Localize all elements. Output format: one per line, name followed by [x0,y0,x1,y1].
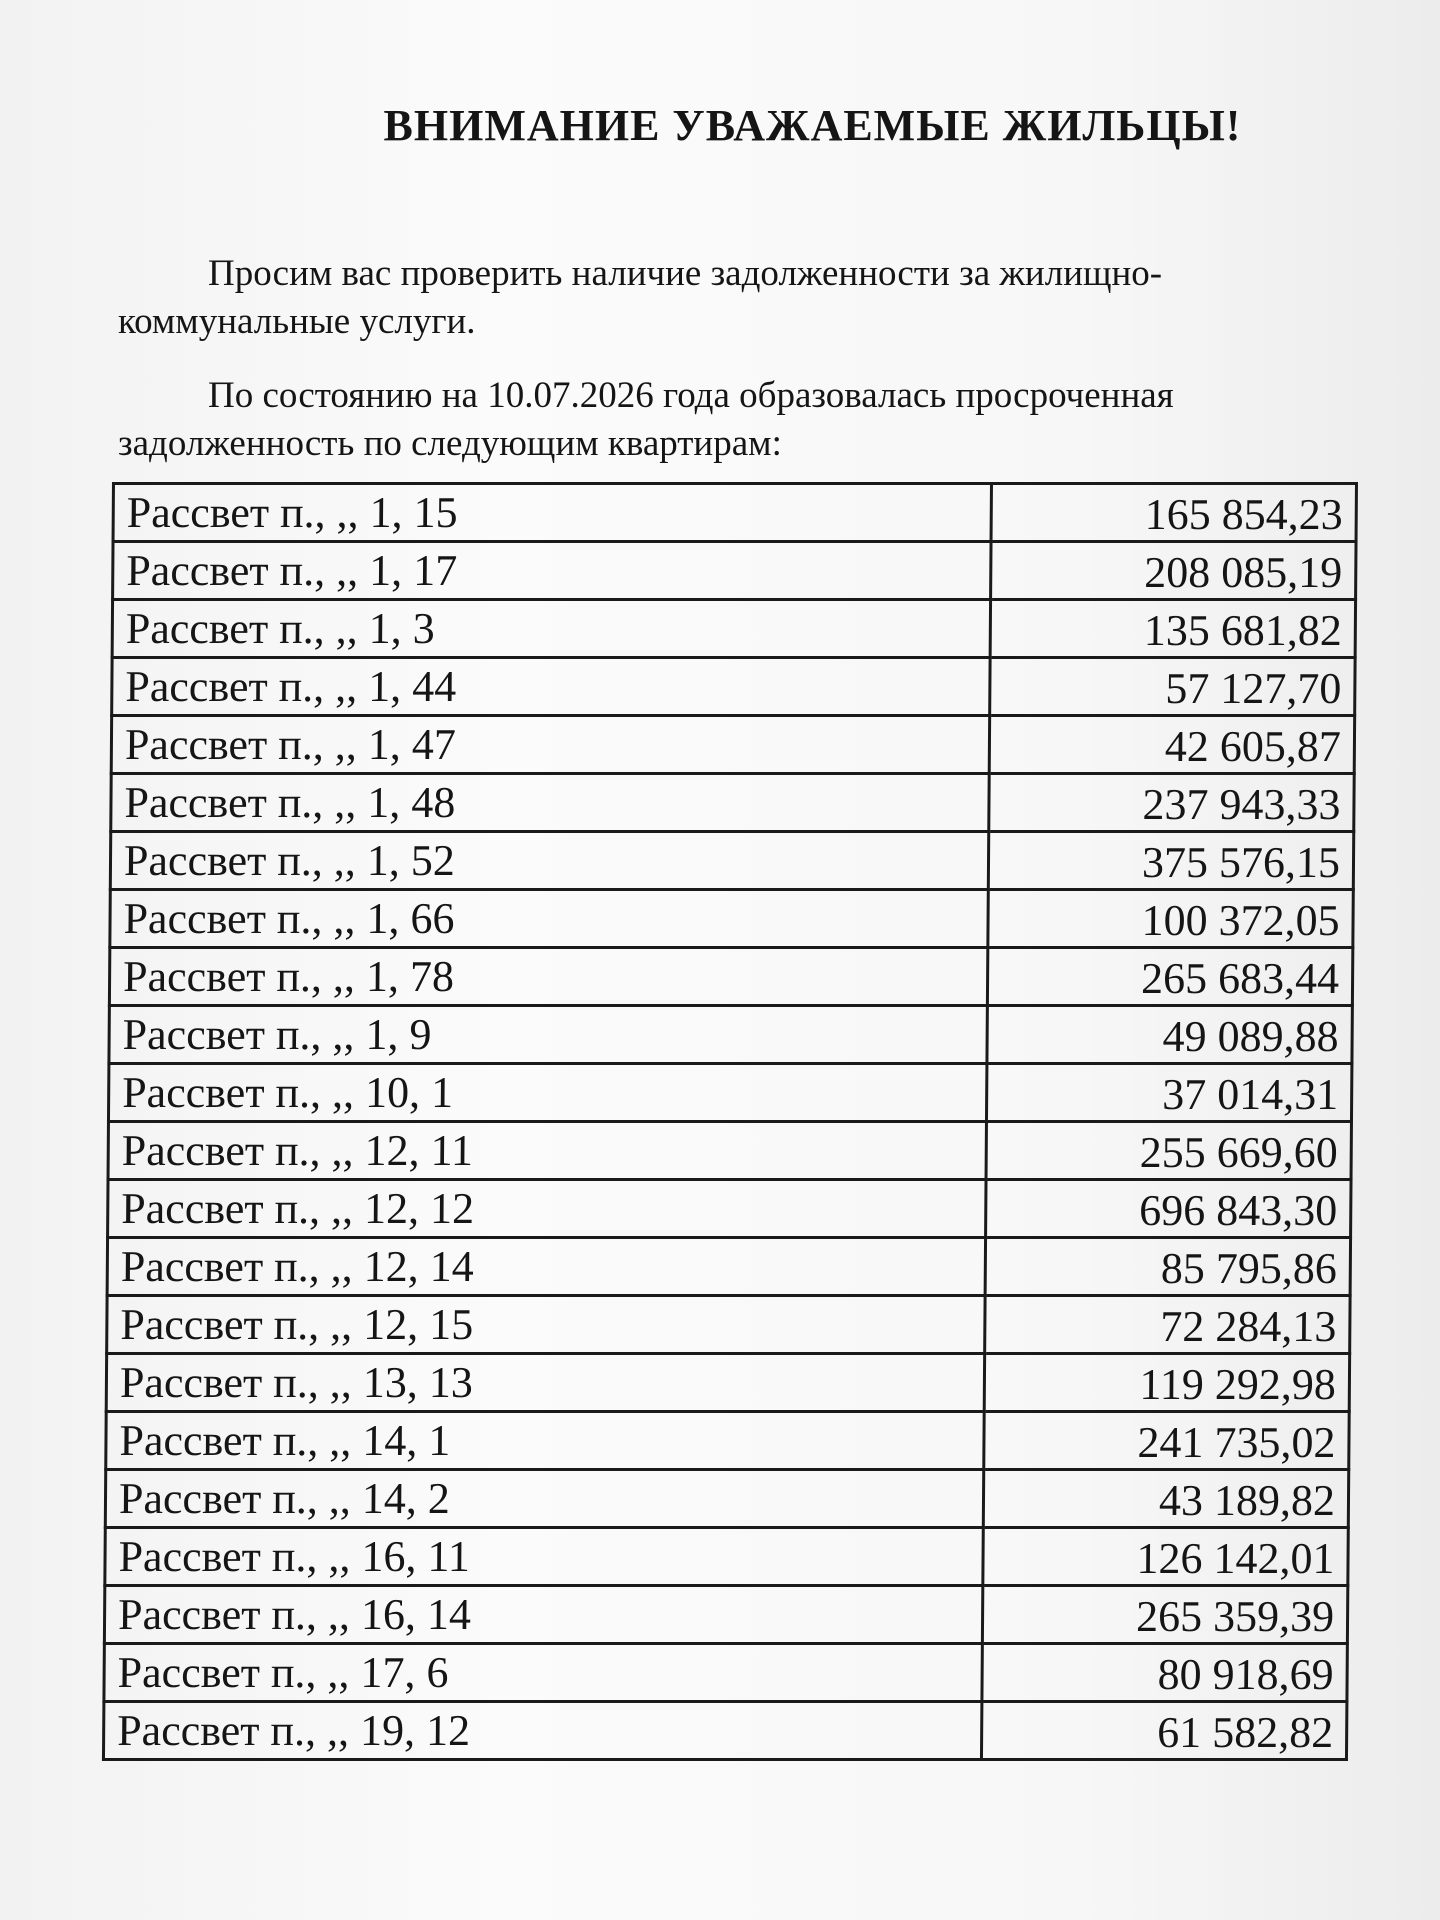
debt-amount-cell: 208 085,19 [990,542,1356,600]
apartment-address-cell: Рассвет п., ,, 1, 48 [111,774,989,832]
apartment-address-cell: Рассвет п., ,, 12, 12 [108,1180,986,1238]
debt-amount-cell: 57 127,70 [989,658,1355,716]
debt-amount-cell: 85 795,86 [985,1238,1351,1296]
debt-row [107,1296,1350,1354]
debt-amount-cell: 72 284,13 [984,1296,1350,1354]
apartment-address-cell: Рассвет п., ,, 14, 1 [106,1412,984,1470]
debt-row [113,484,1356,542]
apartment-address-cell: Рассвет п., ,, 1, 9 [109,1006,987,1064]
debt-row [112,600,1355,658]
debt-row [111,774,1354,832]
debt-row [111,716,1354,774]
debt-row [105,1528,1348,1586]
debt-amount-cell: 135 681,82 [990,600,1356,658]
debt-amount-cell: 265 683,44 [987,948,1353,1006]
debt-amount-cell: 237 943,33 [988,774,1354,832]
debt-row [104,1586,1347,1644]
paragraph-text: Просим вас проверить наличие задолженности за жилищно-коммунальные услуги. [118,253,1163,342]
debt-amount-cell: 80 918,69 [982,1644,1348,1702]
debt-amount-cell: 100 372,05 [988,890,1354,948]
apartment-address-cell: Рассвет п., ,, 14, 2 [105,1470,983,1528]
debt-amount-cell: 37 014,31 [986,1064,1352,1122]
debt-amount-cell: 43 189,82 [983,1470,1349,1528]
notice-paragraph-check-debt [118,250,1298,346]
debt-row [110,890,1353,948]
debt-row [110,832,1353,890]
apartment-address-cell: Рассвет п., ,, 1, 3 [112,600,990,658]
debt-row [108,1064,1351,1122]
debt-amount-cell: 49 089,88 [987,1006,1353,1064]
apartment-address-cell: Рассвет п., ,, 1, 17 [113,542,991,600]
debt-amount-cell: 61 582,82 [981,1702,1347,1760]
debt-row [107,1238,1350,1296]
debt-amount-cell: 119 292,98 [984,1354,1350,1412]
notice-title: ВНИМАНИЕ УВАЖАЕМЫЕ ЖИЛЬЦЫ! [383,101,1242,150]
debt-amount-cell: 255 669,60 [986,1122,1352,1180]
apartment-address-cell: Рассвет п., ,, 19, 12 [103,1702,981,1760]
debt-table-body [103,484,1356,1760]
debt-row [113,542,1356,600]
apartment-address-cell: Рассвет п., ,, 17, 6 [104,1644,982,1702]
apartment-address-cell: Рассвет п., ,, 12, 15 [107,1296,985,1354]
paragraph-text: По состоянию на 10.07.2026 года образовалась просроченная задолженность по следующим квартирам: [118,375,1174,464]
debt-row [106,1412,1349,1470]
apartment-address-cell: Рассвет п., ,, 16, 14 [104,1586,982,1644]
apartment-address-cell: Рассвет п., ,, 13, 13 [106,1354,984,1412]
apartment-address-cell: Рассвет п., ,, 16, 11 [105,1528,983,1586]
apartment-address-cell: Рассвет п., ,, 12, 11 [108,1122,986,1180]
apartment-address-cell: Рассвет п., ,, 1, 66 [110,890,988,948]
apartment-address-cell: Рассвет п., ,, 12, 14 [107,1238,985,1296]
apartment-address-cell: Рассвет п., ,, 1, 52 [110,832,988,890]
debt-row [106,1354,1349,1412]
debt-row [108,1122,1351,1180]
apartment-address-cell: Рассвет п., ,, 10, 1 [108,1064,986,1122]
debt-amount-cell: 696 843,30 [985,1180,1351,1238]
debt-row [109,948,1352,1006]
apartment-address-cell: Рассвет п., ,, 1, 47 [111,716,989,774]
debt-row [108,1180,1351,1238]
debt-amount-cell: 241 735,02 [983,1412,1349,1470]
notice-paragraph-overdue [118,372,1298,468]
debt-row [105,1470,1348,1528]
debt-amount-cell: 126 142,01 [982,1528,1348,1586]
debt-row [109,1006,1352,1064]
debt-amount-cell: 42 605,87 [989,716,1355,774]
debt-amount-cell: 265 359,39 [982,1586,1348,1644]
debt-amount-cell: 375 576,15 [988,832,1354,890]
apartment-address-cell: Рассвет п., ,, 1, 15 [113,484,991,542]
debt-row [104,1644,1347,1702]
debt-amount-cell: 165 854,23 [991,484,1357,542]
debt-table [102,482,1358,1761]
debt-row [103,1702,1346,1760]
apartment-address-cell: Рассвет п., ,, 1, 44 [112,658,990,716]
debt-row [112,658,1355,716]
apartment-address-cell: Рассвет п., ,, 1, 78 [109,948,987,1006]
